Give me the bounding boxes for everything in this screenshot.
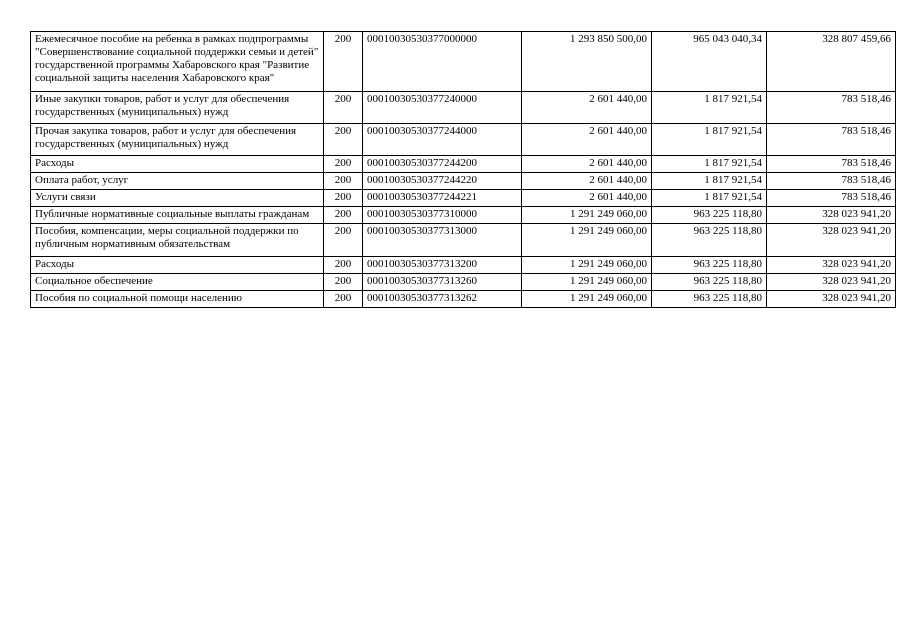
cell-approved: 2 601 440,00 bbox=[522, 92, 652, 124]
cell-name: Пособия, компенсации, меры социальной поддержки по публичным нормативным обязательствам bbox=[31, 224, 324, 257]
cell-unexecuted: 328 023 941,20 bbox=[767, 224, 896, 257]
cell-approved: 2 601 440,00 bbox=[522, 190, 652, 207]
cell-line-code: 200 bbox=[324, 207, 363, 224]
cell-executed: 963 225 118,80 bbox=[652, 207, 767, 224]
cell-approved: 1 291 249 060,00 bbox=[522, 291, 652, 308]
cell-approved: 1 291 249 060,00 bbox=[522, 207, 652, 224]
table-row bbox=[31, 156, 896, 173]
cell-budget-code: 00010030530377244000 bbox=[363, 124, 522, 156]
cell-unexecuted: 783 518,46 bbox=[767, 173, 896, 190]
cell-name: Социальное обеспечение bbox=[31, 274, 324, 291]
cell-unexecuted: 783 518,46 bbox=[767, 156, 896, 173]
cell-name: Публичные нормативные социальные выплаты гражданам bbox=[31, 207, 324, 224]
cell-executed: 963 225 118,80 bbox=[652, 291, 767, 308]
cell-budget-code: 00010030530377240000 bbox=[363, 92, 522, 124]
cell-unexecuted: 328 807 459,66 bbox=[767, 32, 896, 92]
cell-line-code: 200 bbox=[324, 156, 363, 173]
cell-name: Прочая закупка товаров, работ и услуг для обеспечения государственных (муниципальных) нужд bbox=[31, 124, 324, 156]
table-row bbox=[31, 190, 896, 207]
cell-name: Расходы bbox=[31, 257, 324, 274]
cell-budget-code: 00010030530377244221 bbox=[363, 190, 522, 207]
cell-unexecuted: 783 518,46 bbox=[767, 92, 896, 124]
cell-executed: 963 225 118,80 bbox=[652, 224, 767, 257]
cell-budget-code: 00010030530377000000 bbox=[363, 32, 522, 92]
cell-approved: 2 601 440,00 bbox=[522, 156, 652, 173]
cell-name: Пособия по социальной помощи населению bbox=[31, 291, 324, 308]
cell-unexecuted: 783 518,46 bbox=[767, 124, 896, 156]
cell-executed: 1 817 921,54 bbox=[652, 190, 767, 207]
cell-executed: 963 225 118,80 bbox=[652, 274, 767, 291]
cell-line-code: 200 bbox=[324, 32, 363, 92]
cell-unexecuted: 783 518,46 bbox=[767, 190, 896, 207]
cell-line-code: 200 bbox=[324, 224, 363, 257]
cell-line-code: 200 bbox=[324, 190, 363, 207]
table-row bbox=[31, 32, 896, 92]
table-row bbox=[31, 124, 896, 156]
cell-name: Расходы bbox=[31, 156, 324, 173]
budget-execution-table bbox=[30, 31, 896, 308]
cell-line-code: 200 bbox=[324, 92, 363, 124]
cell-budget-code: 00010030530377244220 bbox=[363, 173, 522, 190]
cell-line-code: 200 bbox=[324, 173, 363, 190]
cell-budget-code: 00010030530377244200 bbox=[363, 156, 522, 173]
cell-line-code: 200 bbox=[324, 257, 363, 274]
table-row bbox=[31, 291, 896, 308]
cell-executed: 1 817 921,54 bbox=[652, 156, 767, 173]
cell-line-code: 200 bbox=[324, 291, 363, 308]
cell-approved: 1 293 850 500,00 bbox=[522, 32, 652, 92]
table-row bbox=[31, 257, 896, 274]
cell-approved: 1 291 249 060,00 bbox=[522, 274, 652, 291]
table-row bbox=[31, 224, 896, 257]
cell-executed: 963 225 118,80 bbox=[652, 257, 767, 274]
cell-name: Услуги связи bbox=[31, 190, 324, 207]
cell-budget-code: 00010030530377313262 bbox=[363, 291, 522, 308]
cell-budget-code: 00010030530377310000 bbox=[363, 207, 522, 224]
table-row bbox=[31, 274, 896, 291]
cell-budget-code: 00010030530377313200 bbox=[363, 257, 522, 274]
cell-line-code: 200 bbox=[324, 274, 363, 291]
cell-executed: 965 043 040,34 bbox=[652, 32, 767, 92]
cell-executed: 1 817 921,54 bbox=[652, 173, 767, 190]
table-body bbox=[31, 32, 896, 308]
cell-approved: 2 601 440,00 bbox=[522, 173, 652, 190]
cell-unexecuted: 328 023 941,20 bbox=[767, 274, 896, 291]
cell-unexecuted: 328 023 941,20 bbox=[767, 207, 896, 224]
cell-name: Оплата работ, услуг bbox=[31, 173, 324, 190]
cell-name: Ежемесячное пособие на ребенка в рамках подпрограммы "Совершенствование социальной поддержки семьи и детей" государственной программы Хабаровского края "Развитие социальной защиты населения Хабаровского края" bbox=[31, 32, 324, 92]
table-row bbox=[31, 207, 896, 224]
cell-budget-code: 00010030530377313260 bbox=[363, 274, 522, 291]
cell-name: Иные закупки товаров, работ и услуг для обеспечения государственных (муниципальных) нужд bbox=[31, 92, 324, 124]
cell-approved: 2 601 440,00 bbox=[522, 124, 652, 156]
cell-unexecuted: 328 023 941,20 bbox=[767, 257, 896, 274]
table-row bbox=[31, 173, 896, 190]
cell-approved: 1 291 249 060,00 bbox=[522, 257, 652, 274]
cell-executed: 1 817 921,54 bbox=[652, 124, 767, 156]
table-row bbox=[31, 92, 896, 124]
cell-unexecuted: 328 023 941,20 bbox=[767, 291, 896, 308]
cell-executed: 1 817 921,54 bbox=[652, 92, 767, 124]
cell-line-code: 200 bbox=[324, 124, 363, 156]
cell-approved: 1 291 249 060,00 bbox=[522, 224, 652, 257]
cell-budget-code: 00010030530377313000 bbox=[363, 224, 522, 257]
